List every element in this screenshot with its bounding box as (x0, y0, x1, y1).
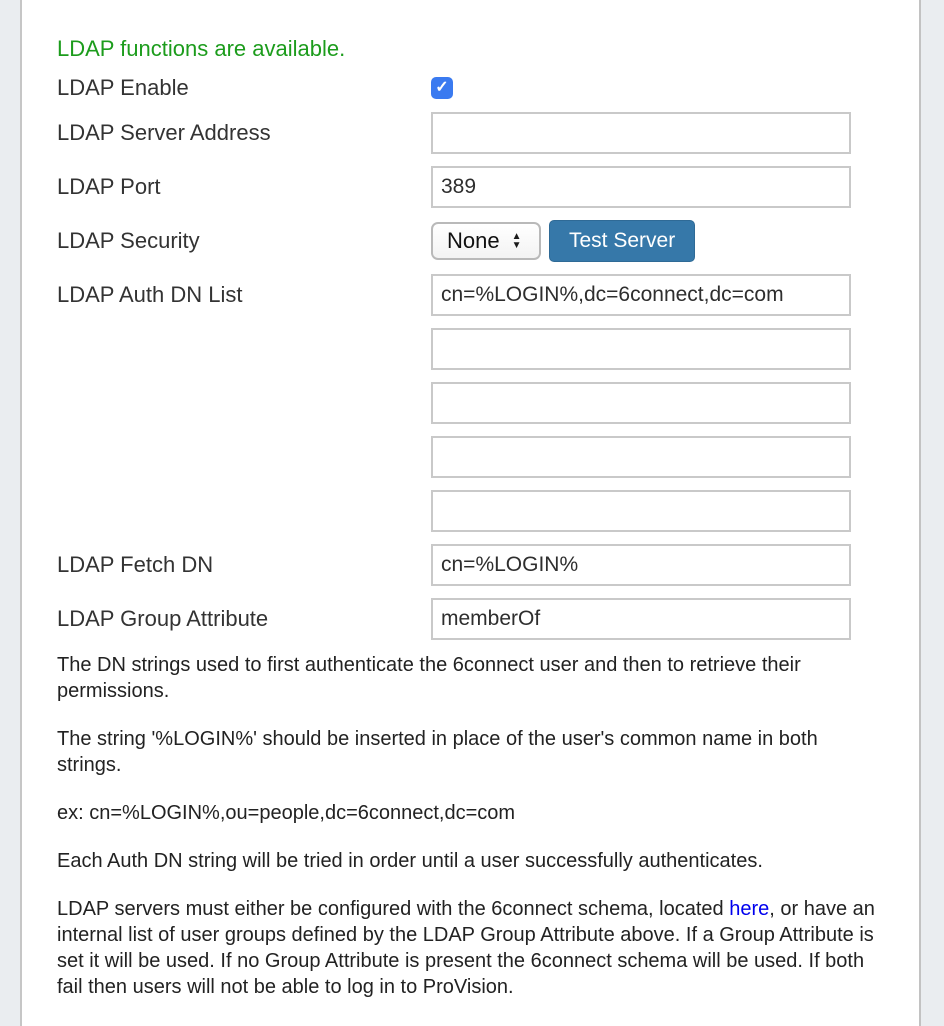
arrow-up-icon: ▲ (511, 231, 522, 242)
schema-here-link[interactable]: here (729, 898, 770, 920)
ldap-auth-dn-input-2[interactable] (431, 328, 851, 370)
checkmark-icon: ✓ (435, 79, 449, 96)
ldap-security-label: LDAP Security (57, 228, 200, 253)
help-paragraph-dn-strings: The DN strings used to first authenticate the 6connect user and then to retrieve their permissions. (57, 654, 801, 702)
test-server-button[interactable]: Test Server (549, 220, 695, 262)
select-arrows-icon (512, 232, 522, 250)
ldap-server-address-row (57, 112, 919, 154)
help-text-section (57, 652, 882, 1000)
help-schema-text-before: LDAP servers must either be configured with the 6connect schema, located (57, 898, 730, 920)
ldap-fetch-dn-input[interactable] (431, 544, 851, 586)
ldap-group-attribute-input[interactable] (431, 598, 851, 640)
ldap-auth-dn-label: LDAP Auth DN List (57, 282, 243, 307)
ldap-security-select[interactable] (431, 222, 541, 260)
ldap-settings-panel (20, 0, 921, 1026)
help-paragraph-auth-order: Each Auth DN string will be tried in order until a user successfully authenticates. (57, 850, 763, 872)
ldap-security-selected-value: None (447, 228, 500, 253)
ldap-fetch-dn-label: LDAP Fetch DN (57, 552, 214, 577)
help-schema-text-after: , or have an internal list of user groups defined by the LDAP Group Attribute above. If a Group Attribute is set it will be used. If no Group Attribute is present the 6connect schema will be used. If both fail then users will not be able to log in to ProVision. (57, 898, 875, 998)
ldap-auth-dn-input-3[interactable] (431, 382, 851, 424)
ldap-enable-label: LDAP Enable (57, 75, 189, 100)
ldap-port-row (57, 166, 919, 208)
ldap-server-address-label: LDAP Server Address (57, 120, 271, 145)
ldap-fetch-dn-row (57, 544, 919, 586)
arrow-down-icon: ▼ (511, 240, 522, 251)
ldap-server-address-input[interactable] (431, 112, 851, 154)
help-paragraph-schema (57, 896, 882, 1000)
ldap-port-input[interactable] (431, 166, 851, 208)
ldap-security-row (57, 220, 919, 262)
help-paragraph-login-token: The string '%LOGIN%' should be inserted in place of the user's common name in both strings. (57, 728, 818, 776)
ldap-enable-checkbox[interactable] (431, 77, 453, 99)
help-paragraph-example: ex: cn=%LOGIN%,ou=people,dc=6connect,dc=com (57, 802, 516, 824)
ldap-auth-dn-input-4[interactable] (431, 436, 851, 478)
ldap-group-attribute-row (57, 598, 919, 640)
ldap-auth-dn-row (57, 274, 919, 532)
ldap-auth-dn-input-5[interactable] (431, 490, 851, 532)
ldap-enable-row (57, 76, 919, 100)
ldap-group-attribute-label: LDAP Group Attribute (57, 606, 269, 631)
ldap-auth-dn-input-1[interactable] (431, 274, 851, 316)
ldap-port-label: LDAP Port (57, 174, 161, 199)
ldap-status-message: LDAP functions are available. (57, 36, 346, 61)
